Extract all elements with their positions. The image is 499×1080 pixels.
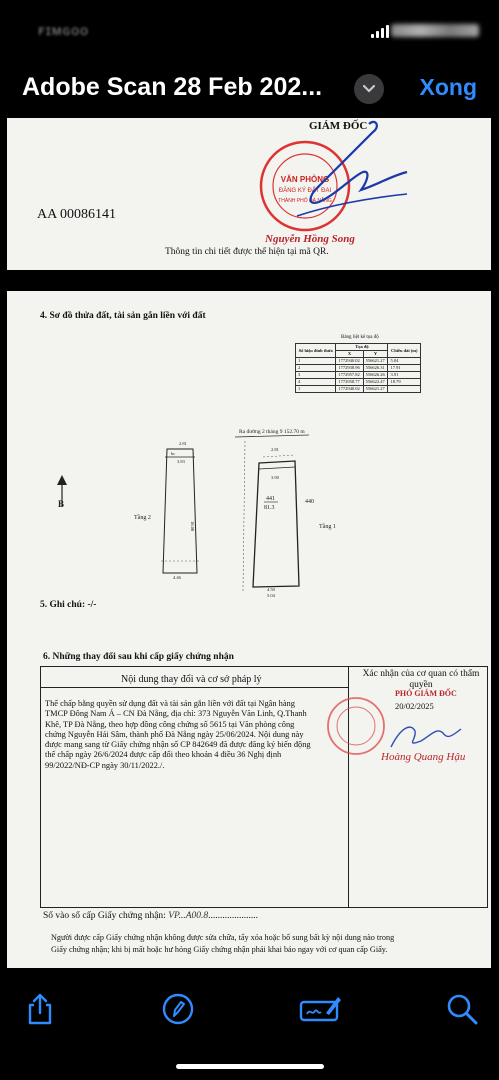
svg-text:5.04: 5.04 [267, 593, 275, 598]
status-bar [0, 0, 499, 62]
chevron-down-icon [362, 84, 376, 94]
markup-icon[interactable] [160, 991, 196, 1027]
floor-1-label: Tầng 1 [319, 524, 336, 530]
confirm-seal [325, 695, 387, 757]
svg-text:bc: bc [171, 451, 176, 456]
coord-header-length: Chiều dài (m) [388, 344, 421, 358]
scan-page-1[interactable] [7, 118, 491, 270]
scan-page-2[interactable] [7, 291, 491, 968]
change-content: Thế chấp bằng quyền sử dụng đất và tài sản gắn liền với đất tại Ngân hàng TMCP Đông Nam Á – CN Đà Nẵng, địa chỉ: 373 Nguyễn Văn Linh, Q.Thanh Khê, TP Đà Nẵng, theo hợp đồng công chứng số 5615 tại Văn phòng công chứng Nguyễn Hải Sâm, thành phố Đà Nẵng ngày 25/06/2024. Nội dung này được mang sang từ Giấy chứng nhận số CP 842649 đã được đăng ký biến động thế chấp ngày 26/6/2024 được cấp đổi theo khoản 4 điều 36 Nghị định 99/2022/NĐ-CP ngày 30/11/2022./. [45, 699, 311, 770]
section-5-title: 5. Ghi chú: -/- [40, 600, 97, 610]
footer-note-1: Người được cấp Giấy chứng nhận không được sửa chữa, tẩy xóa hoặc bổ sung bất kỳ nội dung nào trong [51, 933, 395, 942]
footer-note-2: Giấy chứng nhận; khi bị mất hoặc hư hỏng Giấy chứng nhận phải khai báo ngay với cơ quan cấp Giấy. [51, 945, 388, 954]
signature-icon[interactable] [298, 991, 342, 1027]
confirm-signer: Hoàng Quang Hậu [381, 751, 466, 763]
section-6-title: 6. Những thay đổi sau khi cấp giấy chứng nhận [43, 652, 234, 662]
register-number: Số vào sổ cấp Giấy chứng nhận: VP...A00.8..................... [43, 911, 259, 921]
table-row: 3 1772957.82 556626.26 3.91 [296, 372, 421, 379]
coord-header-coords: Tọa độ [336, 344, 388, 351]
col-changes-header: Nội dung thay đổi và cơ sở pháp lý [121, 674, 262, 685]
neighbor-parcel: 440 [305, 499, 314, 505]
table-row: 4 1772958.77 556622.47 18.79 [296, 379, 421, 386]
svg-text:4.46: 4.46 [173, 575, 181, 580]
document-title[interactable]: Adobe Scan 28 Feb 202... [22, 73, 323, 101]
home-indicator[interactable] [176, 1064, 324, 1069]
signature-scribble [257, 118, 417, 238]
svg-text:3.90: 3.90 [271, 475, 279, 480]
table-row: 1 1772940.02 556621.27 5.04 [296, 358, 421, 365]
parcel-number: 441 [266, 496, 275, 502]
seal-text-top: VĂN PHÒNG [280, 175, 330, 184]
col-confirm-header: Xác nhận của cơ quan có thẩm quyền [362, 669, 480, 690]
section-4-title: 4. Sơ đồ thửa đất, tài sản gắn liền với đất [40, 311, 206, 321]
done-button[interactable]: Xong [419, 74, 477, 100]
svg-text:2.81: 2.81 [179, 441, 187, 446]
confirm-title: PHÓ GIÁM ĐỐC [395, 689, 457, 698]
signer-name: Nguyễn Hồng Song [265, 233, 355, 245]
parcel-area: 81.3 [264, 505, 275, 511]
certificate-serial: AA 00086141 [37, 207, 116, 222]
svg-text:18.00: 18.00 [190, 521, 195, 532]
confirm-date: 20/02/2025 [395, 701, 434, 711]
coord-header-x: X [336, 351, 363, 358]
coord-table [295, 343, 421, 393]
coord-table-caption: Bảng liệt kê tọa độ [341, 335, 379, 340]
svg-text:3.83: 3.83 [177, 459, 185, 464]
table-row: 2 1772938.96 556626.31 17.91 [296, 365, 421, 372]
coord-header-y: Y [363, 351, 388, 358]
floor-2-label: Tầng 2 [134, 515, 151, 521]
signal-icon [371, 24, 389, 38]
nav-header [0, 62, 499, 114]
title-menu-button[interactable] [354, 74, 384, 104]
battery-icon [391, 24, 479, 37]
carrier-label: ꜰɪᴍɢᴏᴏ [38, 22, 89, 38]
signer-title: GIÁM ĐỐC [309, 120, 368, 132]
svg-text:2.81: 2.81 [271, 447, 279, 452]
coord-header-point: Số hiệu đỉnh thửa [296, 344, 336, 358]
changes-table [40, 666, 488, 908]
north-arrow-label: B [58, 499, 65, 509]
search-icon[interactable] [444, 991, 480, 1027]
seal-text-mid: ĐĂNG KÝ ĐẤT ĐAI [278, 188, 332, 194]
parcel-diagram [7, 421, 491, 601]
share-icon[interactable] [22, 991, 58, 1027]
svg-text:4.50: 4.50 [267, 587, 275, 592]
table-row: 1 1772940.02 556621.27 [296, 386, 421, 393]
road-label: Ra đường 2 tháng 9 152.70 m [239, 429, 305, 435]
qr-note: Thông tin chi tiết được thể hiện tại mã QR. [165, 247, 329, 257]
seal-text-bot: THÀNH PHỐ ĐÀ NẴNG [278, 198, 332, 204]
